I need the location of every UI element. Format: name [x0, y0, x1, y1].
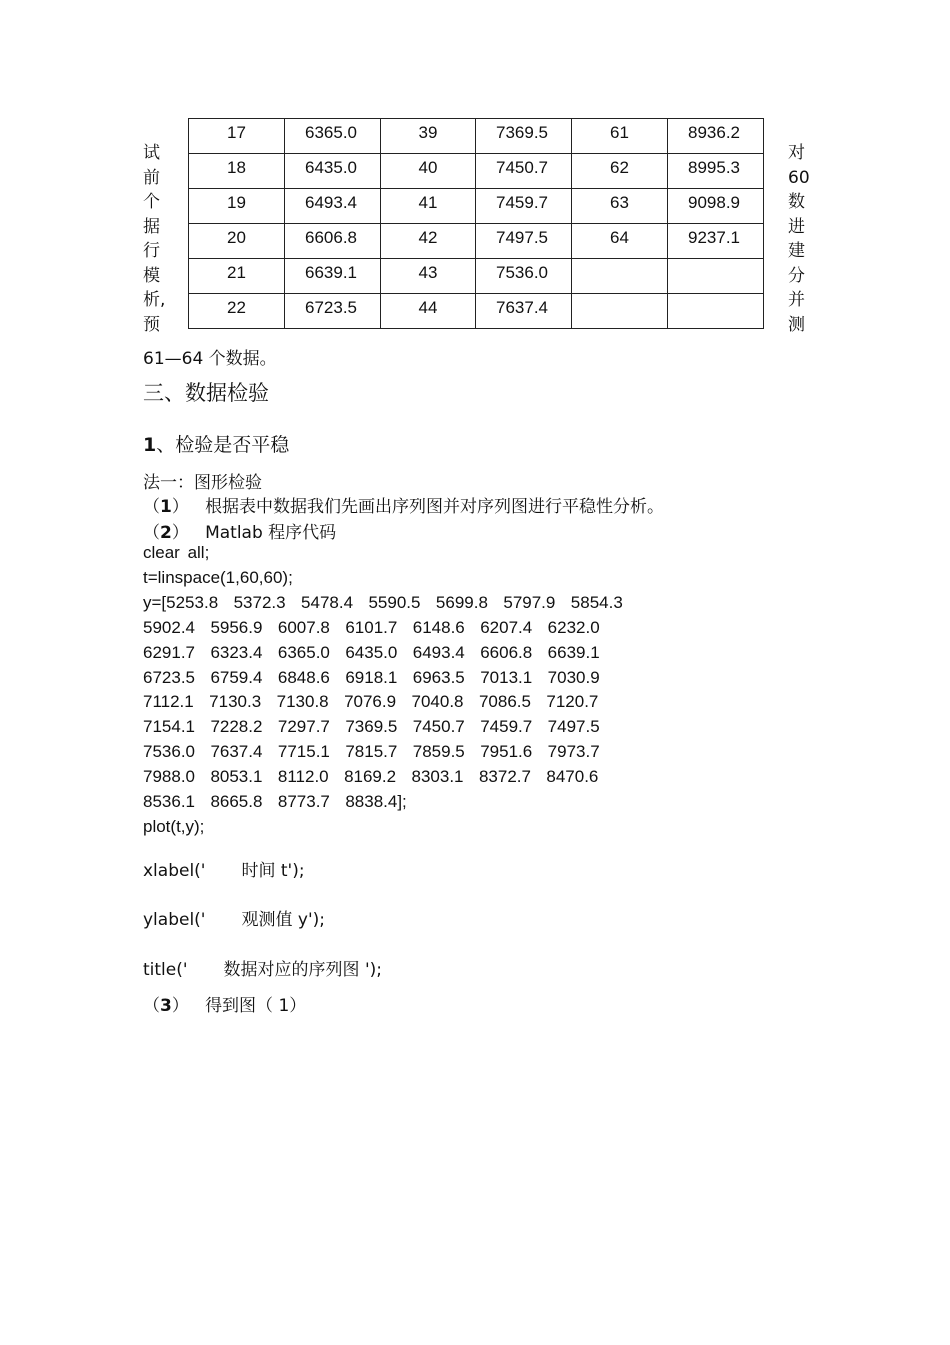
table-cell-value — [668, 294, 764, 329]
title-code: title(' — [143, 960, 188, 980]
table-row — [189, 259, 764, 294]
code-line: plot(t,y); — [143, 816, 205, 836]
table-cell-index: 22 — [189, 294, 285, 329]
code-line: 7988.0 8053.1 8112.0 8169.2 8303.1 8372.7 8470.6 — [143, 767, 599, 787]
table-cell-index — [572, 259, 668, 294]
title-text: 数据对应的序列图 '); — [223, 960, 382, 980]
step-3-text: 得到图（ 1） — [205, 996, 307, 1016]
left-column-char: 模 — [143, 265, 160, 286]
code-line: 5902.4 5956.9 6007.8 6101.7 6148.6 6207.4 6232.0 — [143, 617, 600, 637]
table-cell-value: 7369.5 — [476, 119, 572, 154]
table-cell-index: 43 — [381, 259, 476, 294]
left-column-char: 个 — [143, 192, 160, 212]
table-cell-value: 7459.7 — [476, 189, 572, 224]
table-cell-value — [668, 259, 764, 294]
table-cell-index: 21 — [189, 259, 285, 294]
left-column-char: 试 — [143, 143, 160, 163]
right-column-char: 对 — [788, 143, 805, 163]
table-cell-index: 64 — [572, 224, 668, 259]
table-cell-value: 6723.5 — [285, 294, 381, 329]
step-2: （2） Matlab 程序代码 — [143, 523, 337, 543]
table-cell-value: 9237.1 — [668, 224, 764, 259]
left-column-char: 前 — [143, 167, 160, 188]
xlabel-text: 时间 t'); — [241, 861, 305, 881]
table-cell-index: 39 — [381, 119, 476, 154]
left-column-char: 据 — [143, 216, 160, 237]
table-row — [189, 154, 764, 189]
subsection-title: 、检验是否平稳 — [156, 434, 290, 456]
right-column-char: 进 — [788, 216, 805, 237]
table-cell-value: 6435.0 — [285, 154, 381, 189]
table-cell-value: 7536.0 — [476, 259, 572, 294]
table-cell-index: 42 — [381, 224, 476, 259]
table-cell-index: 62 — [572, 154, 668, 189]
table-cell-index: 63 — [572, 189, 668, 224]
code-line: y=[5253.8 5372.3 5478.4 5590.5 5699.8 5797.9 5854.3 — [143, 592, 623, 612]
code-line: 7536.0 7637.4 7715.1 7815.7 7859.5 7951.6 7973.7 — [143, 742, 600, 762]
step-2-number: 2 — [160, 523, 172, 543]
code-line: 8536.1 8665.8 8773.7 8838.4]; — [143, 792, 407, 812]
table-cell-index — [572, 294, 668, 329]
right-column-char: 分 — [788, 265, 805, 286]
right-column-char: 数 — [788, 192, 805, 212]
left-column-char: 析, — [143, 290, 166, 310]
step-1-text: 根据表中数据我们先画出序列图并对序列图进行平稳性分析。 — [205, 497, 665, 517]
after-table-text: 61—64 个数据。 — [143, 349, 277, 369]
table-cell-index: 19 — [189, 189, 285, 224]
table-cell-index: 40 — [381, 154, 476, 189]
table-row — [189, 119, 764, 154]
subsection-number: 1 — [143, 434, 157, 456]
table-cell-value: 9098.9 — [668, 189, 764, 224]
table-cell-value: 7450.7 — [476, 154, 572, 189]
table-cell-index: 41 — [381, 189, 476, 224]
table-cell-index: 44 — [381, 294, 476, 329]
right-column-char: 建 — [788, 241, 805, 261]
table-cell-index: 17 — [189, 119, 285, 154]
step-1-number: 1 — [160, 497, 172, 517]
ylabel-code: ylabel(' — [143, 910, 206, 930]
code-line: 7154.1 7228.2 7297.7 7369.5 7450.7 7459.7 7497.5 — [143, 717, 600, 737]
code-line: 6291.7 6323.4 6365.0 6435.0 6493.4 6606.8 6639.1 — [143, 642, 600, 662]
table-row — [189, 189, 764, 224]
subsection-heading — [143, 430, 289, 457]
right-vertical-text — [788, 141, 810, 337]
right-column-char: 60 — [788, 167, 810, 188]
code-line: clear all; — [143, 543, 210, 562]
method-line: 法一：图形检验 — [143, 473, 262, 493]
step-3: （3） 得到图（ 1） — [143, 996, 307, 1016]
table-cell-value: 8936.2 — [668, 119, 764, 154]
table-row — [189, 224, 764, 259]
table-cell-value: 6493.4 — [285, 189, 381, 224]
step-2-text: Matlab 程序代码 — [205, 523, 337, 543]
code-block — [143, 541, 623, 840]
table-cell-value: 8995.3 — [668, 154, 764, 189]
table-cell-value: 6639.1 — [285, 259, 381, 294]
left-column-char: 预 — [143, 314, 160, 335]
right-column-char: 并 — [788, 290, 805, 310]
ylabel-line — [143, 905, 325, 930]
section-heading: 三、数据检验 — [143, 381, 269, 405]
step-1: （1） 根据表中数据我们先画出序列图并对序列图进行平稳性分析。 — [143, 497, 665, 517]
xlabel-line — [143, 856, 305, 881]
code-line: t=linspace(1,60,60); — [143, 567, 293, 587]
table-cell-value: 6606.8 — [285, 224, 381, 259]
left-vertical-text — [143, 141, 165, 337]
code-line: 6723.5 6759.4 6848.6 6918.1 6963.5 7013.1 7030.9 — [143, 667, 600, 687]
table-cell-value: 7637.4 — [476, 294, 572, 329]
left-column-char: 行 — [143, 241, 160, 261]
table-cell-index: 20 — [189, 224, 285, 259]
table-cell-index: 61 — [572, 119, 668, 154]
table-cell-value: 7497.5 — [476, 224, 572, 259]
table-cell-value: 6365.0 — [285, 119, 381, 154]
data-table — [188, 118, 764, 329]
xlabel-code: xlabel(' — [143, 861, 206, 881]
right-column-char: 测 — [788, 314, 805, 335]
table-cell-index: 18 — [189, 154, 285, 189]
code-line: 7112.1 7130.3 7130.8 7076.9 7040.8 7086.5 7120.7 — [143, 692, 599, 712]
step-3-number: 3 — [160, 996, 172, 1016]
title-line — [143, 955, 382, 980]
table-row — [189, 294, 764, 329]
ylabel-text: 观测值 y'); — [241, 910, 325, 930]
